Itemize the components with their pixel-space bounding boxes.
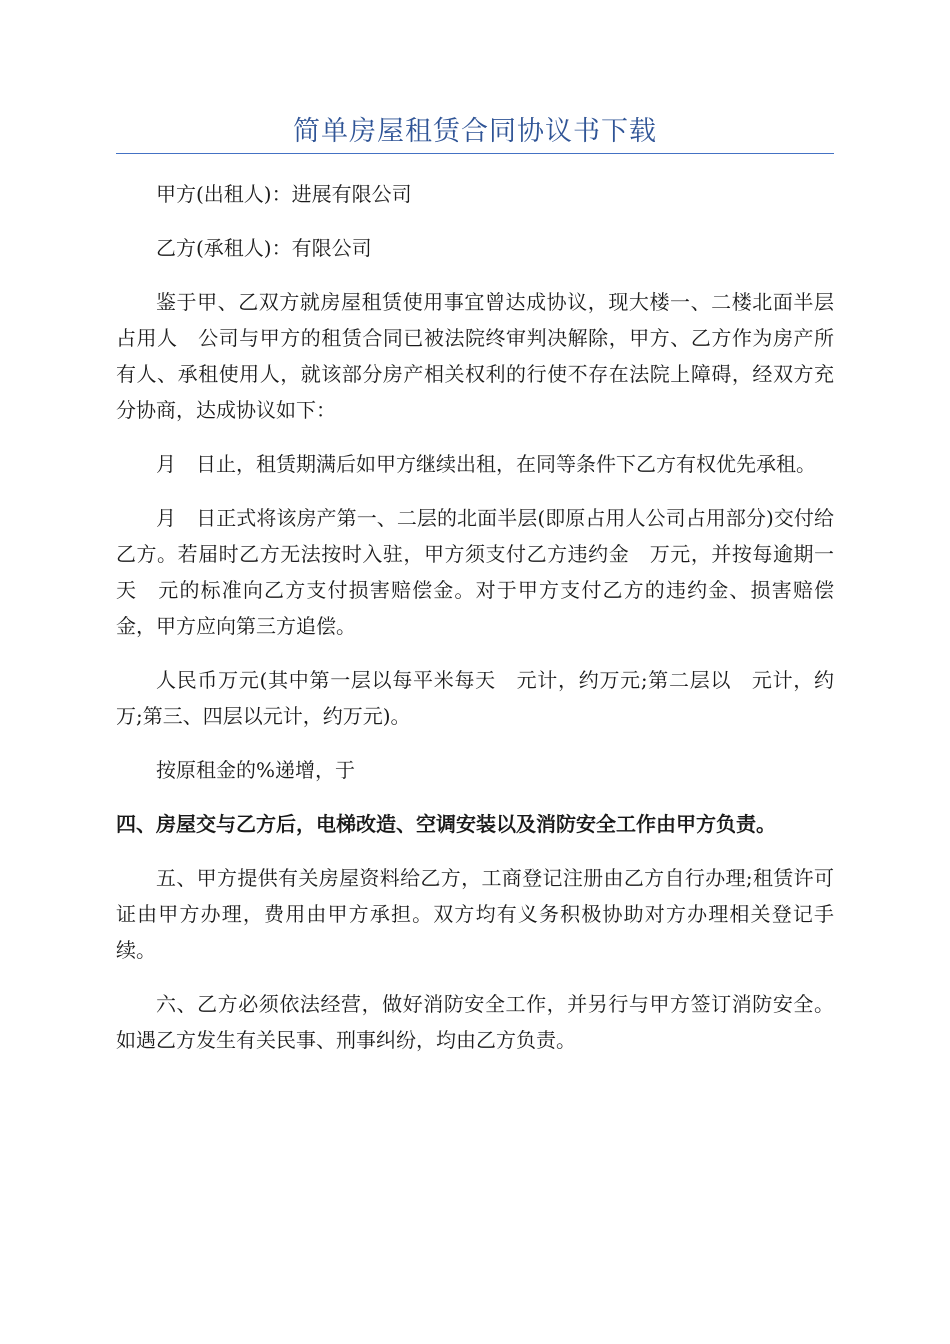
document-title: 简单房屋租赁合同协议书下载 — [293, 116, 657, 147]
handover-paragraph: 月 日正式将该房产第一、二层的北面半层(即原占用人公司占用部分)交付给乙方。若届时乙方无法按时入驻，甲方须支付乙方违约金 万元，并按每逾期一天 元的标准向乙方支付损害赔偿金。对于甲方支付乙方的违约金、损害赔偿金，甲方应向第三方追偿。 — [116, 506, 834, 638]
party-a-line: 甲方(出租人)：进展有限公司 — [156, 182, 412, 206]
title-underline — [116, 153, 834, 154]
document-body — [116, 176, 834, 1076]
clause-five-paragraph: 五、甲方提供有关房屋资料给乙方，工商登记注册由乙方自行办理;租赁许可证由甲方办理，费用由甲方承担。双方均有义务积极协助对方办理相关登记手续。 — [116, 866, 834, 962]
rent-increase-paragraph: 按原租金的%递增，于 — [156, 758, 356, 782]
rent-paragraph: 人民币万元(其中第一层以每平米每天 元计，约万元;第二层以 元计，约万;第三、四层以元计，约万元)。 — [116, 668, 834, 728]
lease-term-paragraph: 月 日止，租赁期满后如甲方继续出租，在同等条件下乙方有权优先承租。 — [156, 452, 816, 476]
clause-six-paragraph: 六、乙方必须依法经营，做好消防安全工作，并另行与甲方签订消防安全。如遇乙方发生有关民事、刑事纠纷，均由乙方负责。 — [116, 992, 834, 1052]
party-b-line: 乙方(承租人)：有限公司 — [156, 236, 372, 260]
clause-four-heading: 四、房屋交与乙方后，电梯改造、空调安装以及消防安全工作由甲方负责。 — [116, 812, 776, 836]
preamble-paragraph: 鉴于甲、乙双方就房屋租赁使用事宜曾达成协议，现大楼一、二楼北面半层占用人 公司与甲方的租赁合同已被法院终审判决解除，甲方、乙方作为房产所有人、承租使用人，就该部分房产相关权利的行使不存在法院上障碍，经双方充分协商，达成协议如下： — [116, 290, 834, 422]
